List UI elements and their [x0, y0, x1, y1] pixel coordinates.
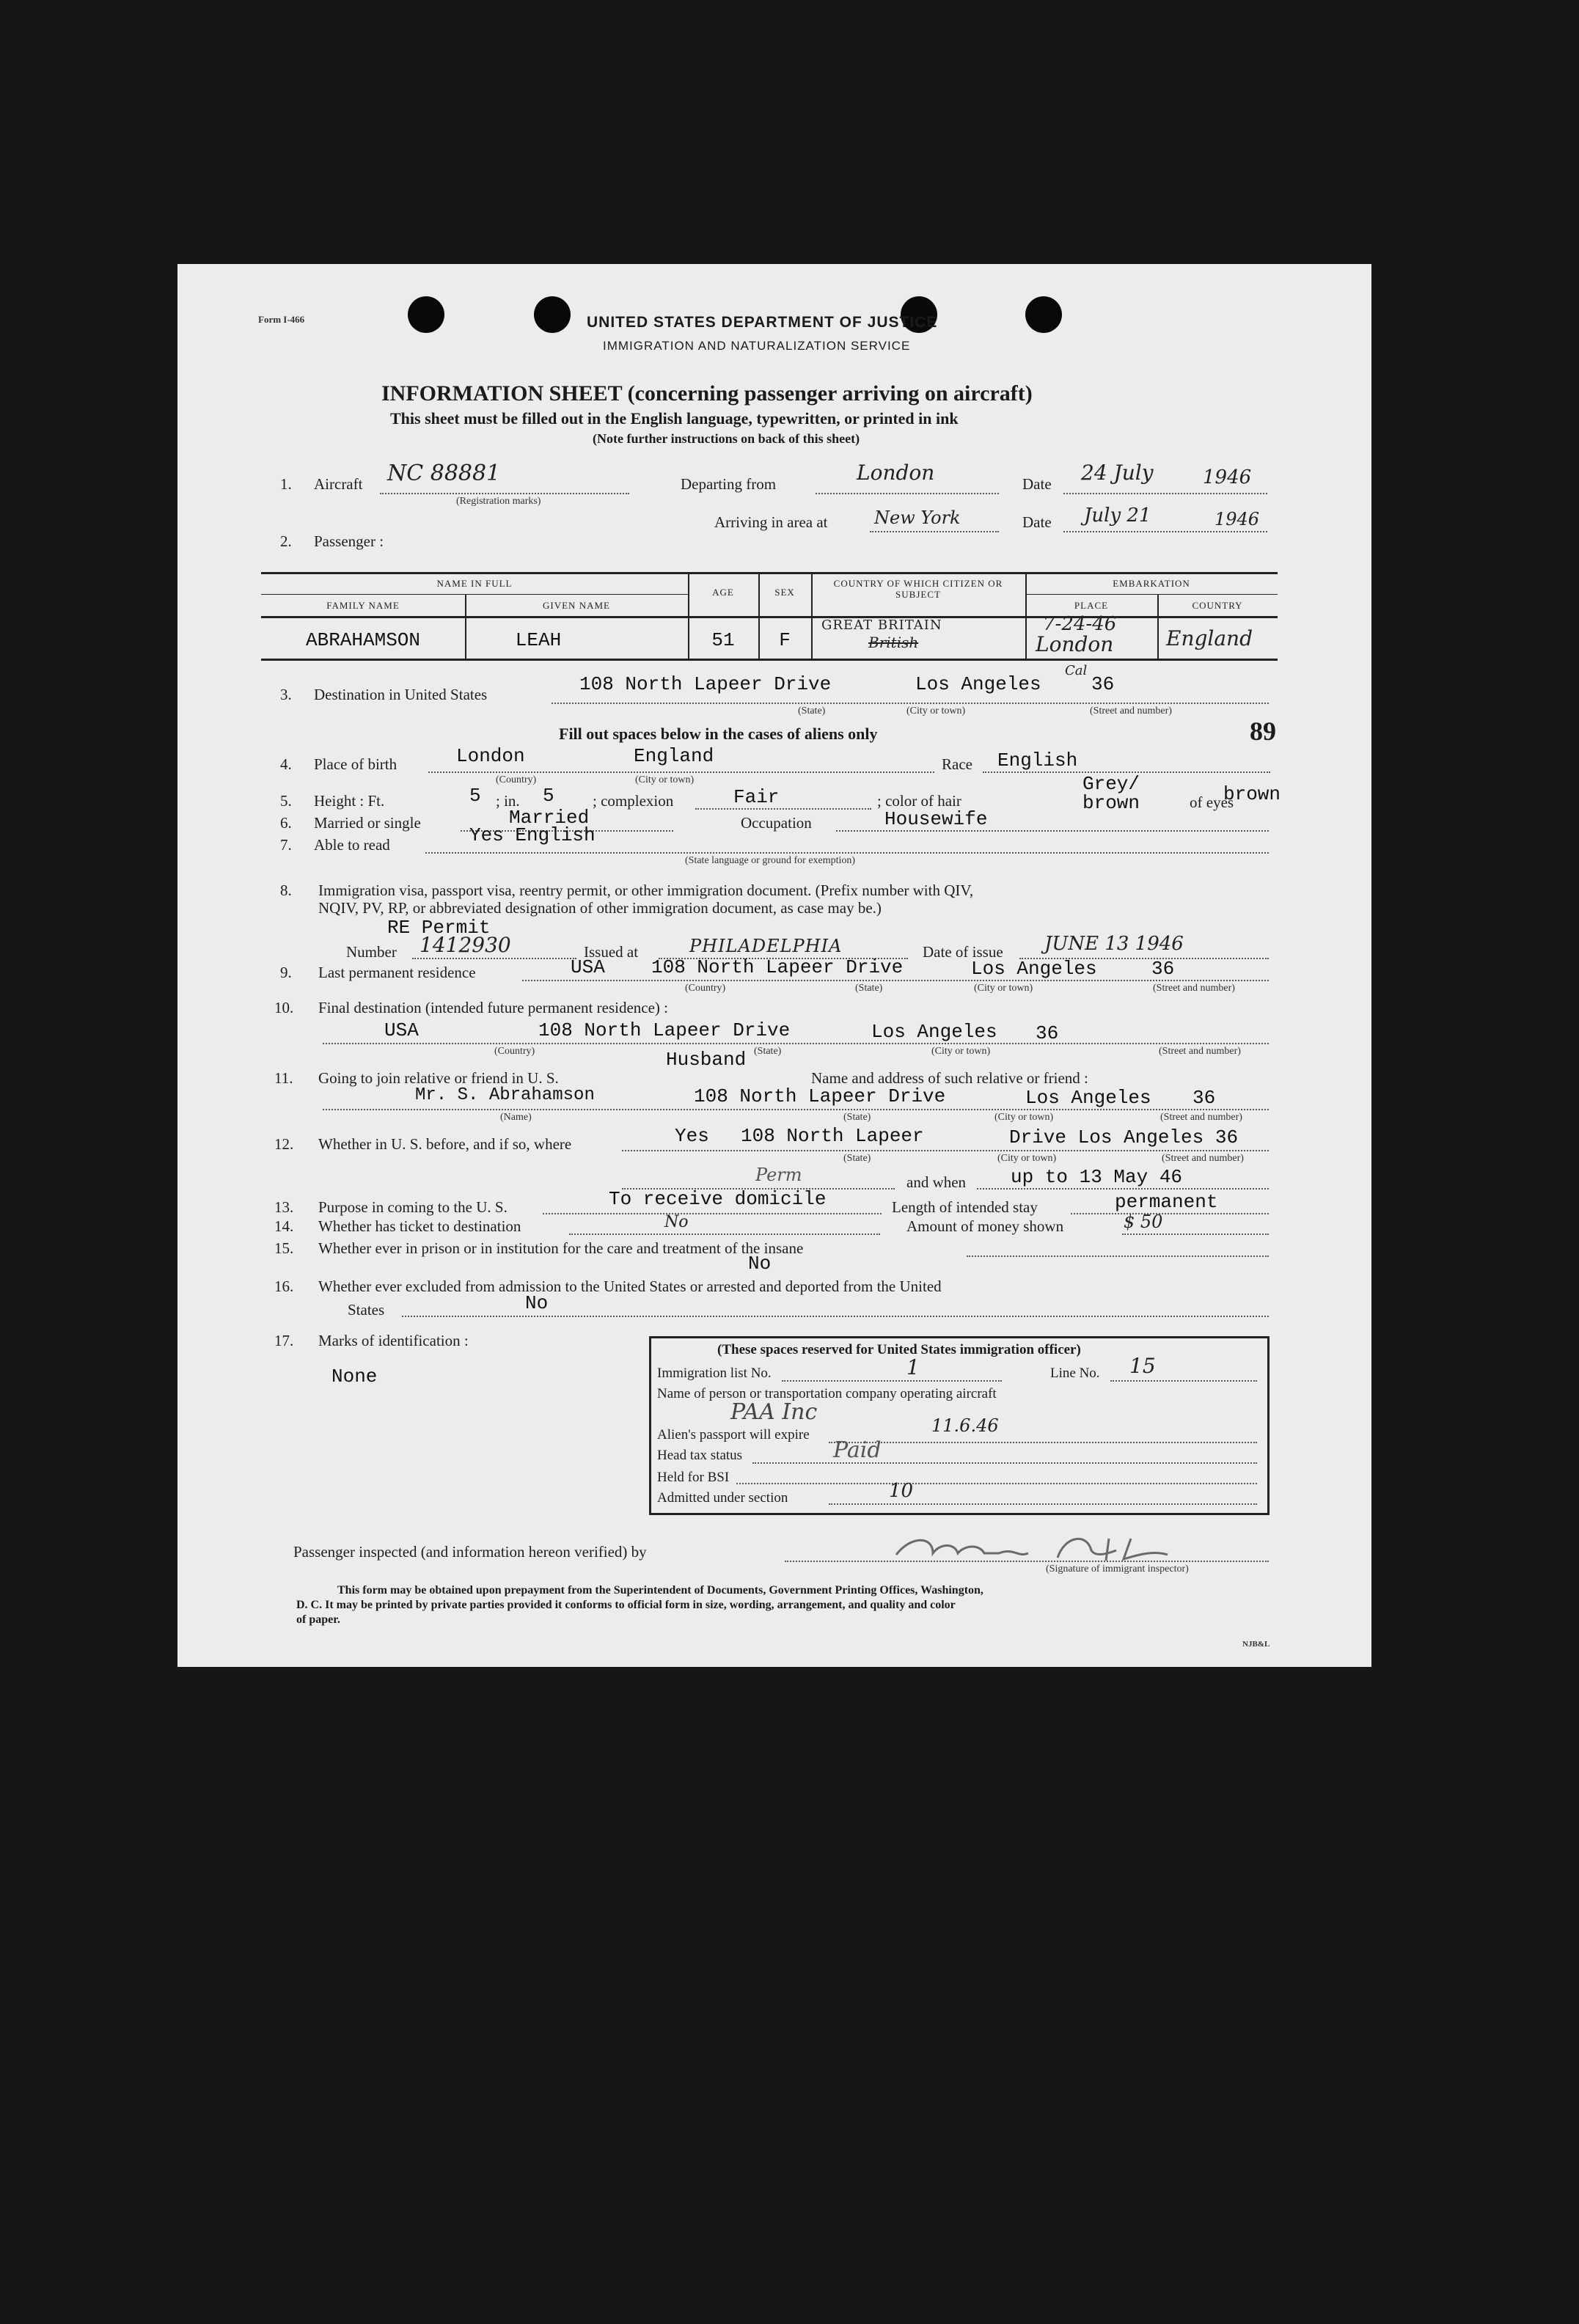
- joining-name-label: Name and address of such relative or friend :: [811, 1069, 1088, 1087]
- departure-date: 24 July: [1081, 461, 1154, 485]
- citizen-struck: British: [868, 634, 919, 651]
- last-res-label: Last permanent residence: [318, 964, 476, 981]
- purpose-label: Purpose in coming to the U. S.: [318, 1198, 508, 1216]
- final-dest-street: 108 North Lapeer Drive: [538, 1019, 791, 1041]
- marks-value: None: [331, 1366, 378, 1388]
- married-label: Married or single: [314, 814, 421, 832]
- final-dest-country: USA: [384, 1019, 419, 1041]
- item-num: 1.: [280, 475, 292, 493]
- race: English: [997, 749, 1078, 771]
- form-number: Form I-466: [258, 314, 305, 325]
- prior-us-value: Yes: [675, 1125, 709, 1147]
- passenger-label: Passenger :: [314, 532, 384, 550]
- departing-label: Departing from: [681, 475, 777, 493]
- state-sublabel: (State): [754, 1046, 782, 1057]
- when-value: up to 13 May 46: [1011, 1166, 1183, 1188]
- marks-label: Marks of identification :: [318, 1332, 469, 1349]
- issued-at: PHILADELPHIA: [689, 936, 843, 956]
- state-sublabel: (State): [843, 1153, 871, 1164]
- excluded-value: No: [525, 1292, 549, 1314]
- visa-text-2: NQIV, PV, RP, or abbreviated designation of other immigration document, as case may be.): [318, 899, 882, 917]
- item-num: 14.: [274, 1217, 294, 1235]
- when-label: and when: [906, 1173, 967, 1191]
- final-dest-city: Los Angeles: [871, 1021, 997, 1043]
- department-title: UNITED STATES DEPARTMENT OF JUSTICE: [587, 314, 938, 331]
- sex: F: [779, 629, 791, 651]
- arrival-date: July 21: [1084, 505, 1151, 527]
- prior-us-street: 108 North Lapeer: [741, 1125, 924, 1147]
- last-res-country: USA: [571, 956, 605, 978]
- city-sublabel: (City or town): [994, 1112, 1054, 1123]
- city-sublabel: (City or town): [974, 983, 1033, 994]
- passport-expire: 11.6.46: [931, 1415, 999, 1436]
- visa-number-label: Number: [346, 943, 397, 961]
- company: PAA Inc: [730, 1399, 818, 1425]
- excluded-label-2: States: [348, 1301, 385, 1319]
- tax: Paid: [833, 1437, 882, 1463]
- departing-value: London: [857, 461, 935, 485]
- final-dest-zone: 36: [1036, 1022, 1059, 1044]
- destination-street: 108 North Lapeer Drive: [579, 673, 832, 695]
- street-sublabel: (Street and number): [1159, 1046, 1241, 1057]
- item-num: 5.: [280, 792, 292, 810]
- age-header: AGE: [712, 587, 734, 598]
- service-title: IMMIGRATION AND NATURALIZATION SERVICE: [603, 339, 911, 353]
- item-num: 17.: [274, 1332, 294, 1349]
- joining-name: Mr. S. Abrahamson: [415, 1085, 595, 1105]
- item-num: 2.: [280, 532, 292, 550]
- bsi-label: Held for BSI: [657, 1470, 730, 1485]
- sheet-number: 89: [1250, 716, 1276, 746]
- aircraft-value: NC 88881: [387, 461, 501, 486]
- eyes: brown: [1223, 783, 1281, 805]
- line-no-label: Line No.: [1050, 1366, 1100, 1381]
- joining-zone: 36: [1193, 1087, 1216, 1109]
- birth-label: Place of birth: [314, 755, 398, 773]
- complexion-label: ; complexion: [593, 792, 674, 810]
- item-num: 8.: [280, 881, 292, 899]
- arrival-date-label: Date: [1022, 513, 1052, 531]
- last-res-zone: 36: [1151, 958, 1175, 980]
- country-sublabel: (Country): [496, 774, 537, 785]
- birth-city: London: [456, 745, 525, 767]
- ticket-value: No: [664, 1213, 689, 1231]
- visa-doc-type: RE Permit: [387, 917, 491, 939]
- list-no-label: Immigration list No.: [657, 1366, 772, 1381]
- destination-zone: 36: [1091, 673, 1115, 695]
- line-no: 15: [1129, 1354, 1156, 1378]
- state-sublabel: (State): [855, 983, 883, 994]
- height-in-label: ; in.: [496, 792, 520, 810]
- given-name: LEAH: [515, 629, 562, 651]
- prior-us-rest: Drive Los Angeles 36: [1009, 1126, 1239, 1148]
- stay-label: Length of intended stay: [892, 1198, 1038, 1216]
- punch-hole-2: [534, 296, 571, 333]
- officer-heading: (These spaces reserved for United States immigration officer): [717, 1342, 1081, 1357]
- name-in-full-header: NAME IN FULL: [436, 578, 513, 589]
- form-subtitle: This sheet must be filled out in the English language, typewritten, or printed in ink: [390, 409, 959, 428]
- item-num: 12.: [274, 1135, 294, 1153]
- height-in: 5: [543, 785, 554, 807]
- joining-street: 108 North Lapeer Drive: [694, 1085, 946, 1107]
- sex-header: SEX: [774, 587, 795, 598]
- final-dest-label: Final destination (intended future permanent residence) :: [318, 999, 669, 1016]
- prison-value: No: [748, 1253, 772, 1275]
- departure-year: 1946: [1203, 466, 1252, 488]
- country-sublabel: (Country): [685, 983, 726, 994]
- footer-text-3: of paper.: [296, 1613, 340, 1626]
- aliens-heading: Fill out spaces below in the cases of aliens only: [559, 725, 878, 743]
- city-sublabel: (City or town): [635, 774, 695, 785]
- item-num: 6.: [280, 814, 292, 832]
- street-sublabel: (Street and number): [1160, 1112, 1242, 1123]
- item-num: 7.: [280, 836, 292, 854]
- issue-date: JUNE 13 1946: [1044, 933, 1184, 955]
- arrival-year: 1946: [1215, 509, 1260, 529]
- age: 51: [711, 629, 735, 651]
- citizen-of: GREAT BRITAIN: [821, 617, 942, 633]
- name-sublabel: (Name): [500, 1112, 532, 1123]
- joining-label: Going to join relative or friend in U. S.: [318, 1069, 559, 1087]
- destination-label: Destination in United States: [314, 686, 488, 703]
- joining-city: Los Angeles: [1025, 1087, 1151, 1109]
- place-header: PLACE: [1074, 600, 1109, 611]
- arriving-label: Arriving in area at: [714, 513, 828, 531]
- item-num: 9.: [280, 964, 292, 981]
- visa-text-1: Immigration visa, passport visa, reentry permit, or other immigration document. (Prefix number with QIV,: [318, 881, 974, 899]
- city-sublabel: (City or town): [997, 1153, 1057, 1164]
- destination-city: Los Angeles: [915, 673, 1041, 695]
- country-citizen-header: COUNTRY OF WHICH CITIZEN OR SUBJECT: [833, 578, 1003, 600]
- arriving-value: New York: [874, 507, 961, 528]
- excluded-label-1: Whether ever excluded from admission to the United States or arrested and deported from the United: [318, 1278, 942, 1295]
- item-num: 13.: [274, 1198, 294, 1216]
- money: $ 50: [1124, 1212, 1163, 1232]
- destination-state: Cal: [1065, 663, 1088, 678]
- state-sublabel: (State): [843, 1112, 871, 1123]
- punch-hole-4: [1025, 296, 1062, 333]
- form-title: INFORMATION SHEET (concerning passenger arriving on aircraft): [381, 381, 1033, 406]
- city-sublabel: (City or town): [931, 1046, 991, 1057]
- footer-code: NJB&L: [1242, 1640, 1270, 1649]
- embark-place: London: [1036, 632, 1114, 656]
- departure-date-label: Date: [1022, 475, 1052, 493]
- occupation-label: Occupation: [741, 814, 812, 832]
- family-name: ABRAHAMSON: [305, 629, 421, 651]
- complexion: Fair: [733, 786, 780, 808]
- item-num: 16.: [274, 1278, 294, 1295]
- read-label: Able to read: [314, 836, 390, 854]
- form-note: (Note further instructions on back of this sheet): [593, 431, 860, 446]
- stay: permanent: [1115, 1191, 1218, 1213]
- embark-country-header: COUNTRY: [1192, 600, 1243, 611]
- given-name-header: GIVEN NAME: [543, 600, 610, 611]
- race-label: Race: [942, 755, 972, 773]
- read-sublabel: (State language or ground for exemption): [685, 855, 856, 866]
- aircraft-sublabel: (Registration marks): [456, 496, 541, 507]
- company-label: Name of person or transportation company operating aircraft: [657, 1386, 997, 1401]
- item-num: 11.: [274, 1069, 293, 1087]
- prison-label: Whether ever in prison or in institution for the care and treatment of the insane: [318, 1239, 804, 1257]
- list-no: 1: [906, 1355, 920, 1379]
- item-num: 3.: [280, 686, 292, 703]
- eyes-label: of eyes: [1190, 793, 1234, 811]
- item-num: 15.: [274, 1239, 294, 1257]
- read-value: Yes English: [469, 824, 596, 846]
- prior-us-note: Perm: [755, 1165, 802, 1185]
- married-value: Married: [509, 807, 590, 829]
- hair-label: ; color of hair: [877, 792, 961, 810]
- embark-date: 7-24-46: [1043, 613, 1117, 635]
- visa-number: 1412930: [420, 933, 511, 957]
- country-sublabel: (Country): [494, 1046, 535, 1057]
- section-label: Admitted under section: [657, 1490, 788, 1506]
- signature-label: (Signature of immigrant inspector): [1046, 1564, 1189, 1575]
- money-label: Amount of money shown: [906, 1217, 1064, 1235]
- birth-country: England: [634, 745, 714, 767]
- punch-hole-1: [408, 296, 444, 333]
- height-ft: 5: [469, 785, 481, 807]
- prior-us-label: Whether in U. S. before, and if so, where: [318, 1135, 572, 1153]
- street-sublabel: (Street and number): [1162, 1153, 1244, 1164]
- state-sublabel: (State): [798, 705, 826, 716]
- family-name-header: FAMILY NAME: [326, 600, 400, 611]
- aircraft-label: Aircraft: [314, 475, 363, 493]
- inspected-label: Passenger inspected (and information hereon verified) by: [293, 1543, 647, 1561]
- embarkation-header: EMBARKATION: [1113, 578, 1190, 589]
- issued-at-label: Issued at: [584, 943, 639, 961]
- occupation: Housewife: [884, 808, 988, 830]
- street-sublabel: (Street and number): [1090, 705, 1172, 716]
- tax-label: Head tax status: [657, 1448, 743, 1463]
- issue-date-label: Date of issue: [923, 943, 1003, 961]
- street-sublabel: (Street and number): [1153, 983, 1235, 994]
- relation: Husband: [666, 1049, 747, 1071]
- item-num: 10.: [274, 999, 294, 1016]
- footer-text-2: D. C. It may be printed by private parties provided it conforms to official form in size, wording, arrangement, and quality and color: [296, 1599, 956, 1611]
- last-res-city: Los Angeles: [971, 958, 1097, 980]
- city-sublabel: (City or town): [906, 705, 966, 716]
- passport-label: Alien's passport will expire: [657, 1427, 810, 1443]
- footer-text-1: This form may be obtained upon prepayment from the Superintendent of Documents, Government Printing Offices, Washington,: [337, 1584, 983, 1597]
- last-res-street: 108 North Lapeer Drive: [651, 956, 904, 978]
- embark-country: England: [1166, 626, 1253, 650]
- hair: Grey/ brown: [1082, 773, 1140, 814]
- item-num: 4.: [280, 755, 292, 773]
- height-label: Height : Ft.: [314, 792, 385, 810]
- purpose-value: To receive domicile: [609, 1188, 827, 1210]
- section: 10: [889, 1480, 914, 1502]
- ticket-label: Whether has ticket to destination: [318, 1217, 521, 1235]
